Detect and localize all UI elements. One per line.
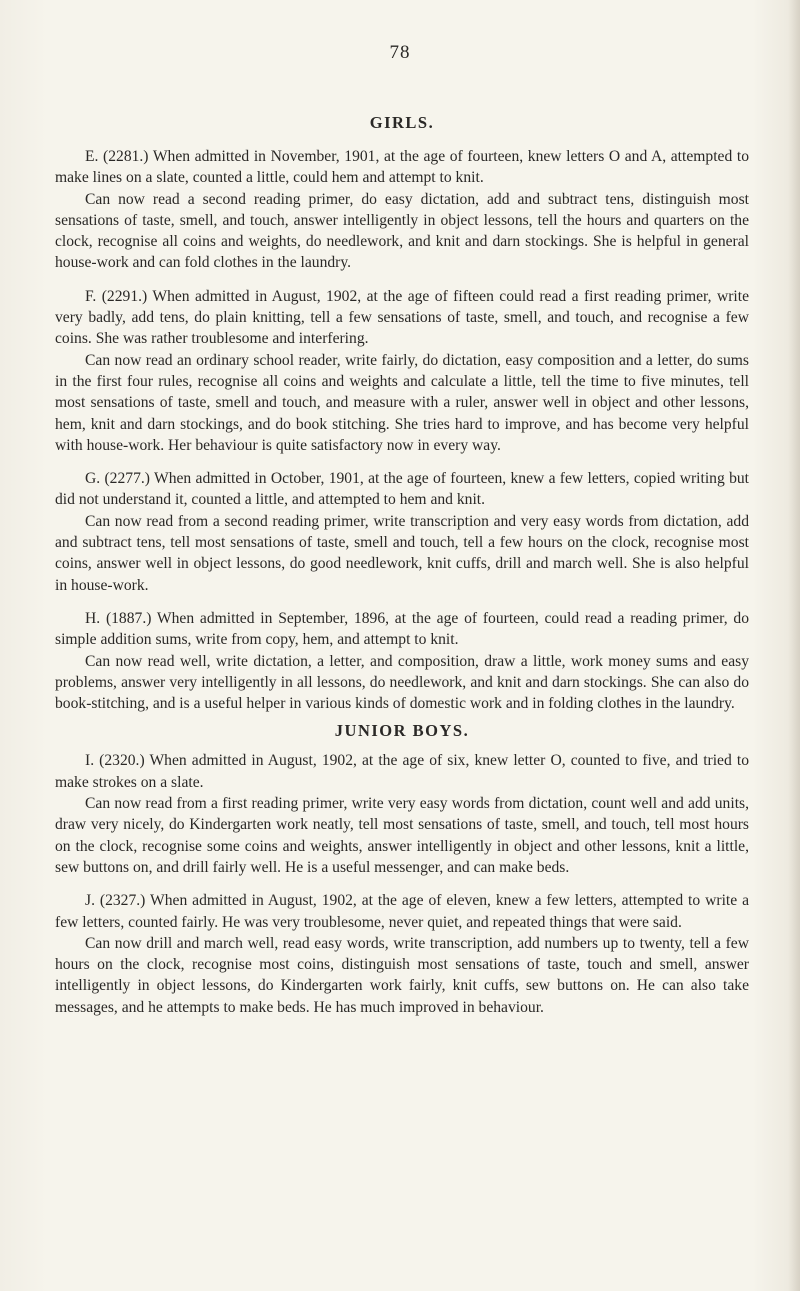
progress-paragraph: Can now read an ordinary school reader, write fairly, do dictation, easy composition and a letter, do sums in the first four rules, recognise all coins and weights and calculate a little, tell the time to five minutes, tell most sensations of taste, smell and touch, and measure with a ruler, answer well in object and other lessons, hem, knit and darn stockings, and do book stitching. She tries hard to improve, and has become very helpful with house-work. Her behaviour is quite satisfactory now in every way. <box>55 351 749 454</box>
case-entry-i <box>55 750 749 878</box>
admission-paragraph: F. (2291.) When admitted in August, 1902, at the age of fifteen could read a first reading primer, write very badly, add tens, do plain knitting, tell a few sensations of taste, smell, and touch, and recognise a few coins. She was rather troublesome and interfering. <box>55 287 749 348</box>
section-heading-junior-boys: JUNIOR BOYS. <box>334 721 470 741</box>
admission-paragraph: H. (1887.) When admitted in September, 1896, at the age of fourteen, could read a reading primer, do simple addition sums, write from copy, hem, and attempt to knit. <box>55 609 749 649</box>
progress-paragraph: Can now read from a first reading primer, write very easy words from dictation, count well and add units, draw very nicely, do Kindergarten work neatly, tell most sensations of taste, smell, and touch, tell most hours on the clock, recognise some coins and weights, answer intelligently in object and other lessons, knit a little, sew buttons on, and drill fairly well. He is a useful messenger, and can make beds. <box>55 795 749 876</box>
page-number: 78 <box>389 42 411 63</box>
progress-paragraph: Can now read from a second reading primer, write transcription and very easy words from dictation, add and subtract tens, tell most sensations of taste, smell and touch, tell a few hours on the clock, recognise most coins, answer well in object lessons, do good needlework, knit cuffs, drill and march well. She is also helpful in house-work. <box>55 512 749 594</box>
case-entry-g <box>55 468 749 596</box>
section-heading-girls: GIRLS. <box>369 113 435 132</box>
case-entry-e <box>55 146 749 274</box>
case-entry-f <box>55 286 749 456</box>
page-edge-shadow <box>788 0 800 1291</box>
admission-paragraph: J. (2327.) When admitted in August, 1902, at the age of eleven, knew a few letters, attempted to write a few letters, counted fairly. He was very troublesome, never quiet, and repeated things that were said. <box>55 892 749 931</box>
progress-paragraph: Can now read a second reading primer, do easy dictation, add and subtract tens, distinguish most sensations of taste, smell, and touch, answer intelligently in object lessons, tell the hours and quarters on the clock, recognise all coins and weights, do needlework, and knit and darn stockings. She is helpful in general house-work and can fold clothes in the laundry. <box>55 190 749 272</box>
admission-paragraph: I. (2320.) When admitted in August, 1902, at the age of six, knew letter O, counted to five, and tried to make strokes on a slate. <box>55 752 749 791</box>
progress-paragraph: Can now drill and march well, read easy words, write transcription, add numbers up to twenty, tell a few hours on the clock, recognise most coins, distinguish most sensations of taste, touch and smell, answer intelligently in object lessons, do Kindergarten work fairly, knit cuffs, sew buttons on. He can also take messages, and he attempts to make beds. He has much improved in behaviour. <box>55 934 749 1016</box>
progress-paragraph: Can now read well, write dictation, a letter, and composition, draw a little, work money sums and easy problems, answer very intelligently in all lessons, do needlework, and knit and darn stockings. She can also do book-stitching, and is a useful helper in various kinds of domestic work and in folding clothes in the laundry. <box>55 652 749 713</box>
case-entry-j <box>55 890 749 1018</box>
admission-paragraph: E. (2281.) When admitted in November, 1901, at the age of fourteen, knew letters O and A, attempted to make lines on a slate, counted a little, could hem and attempt to knit. <box>55 148 749 187</box>
case-entry-h <box>55 608 749 714</box>
admission-paragraph: G. (2277.) When admitted in October, 1901, at the age of fourteen, knew a few letters, copied writing but did not understand it, counted a little, and attempted to hem and knit. <box>55 470 749 509</box>
report-body <box>55 110 749 1030</box>
